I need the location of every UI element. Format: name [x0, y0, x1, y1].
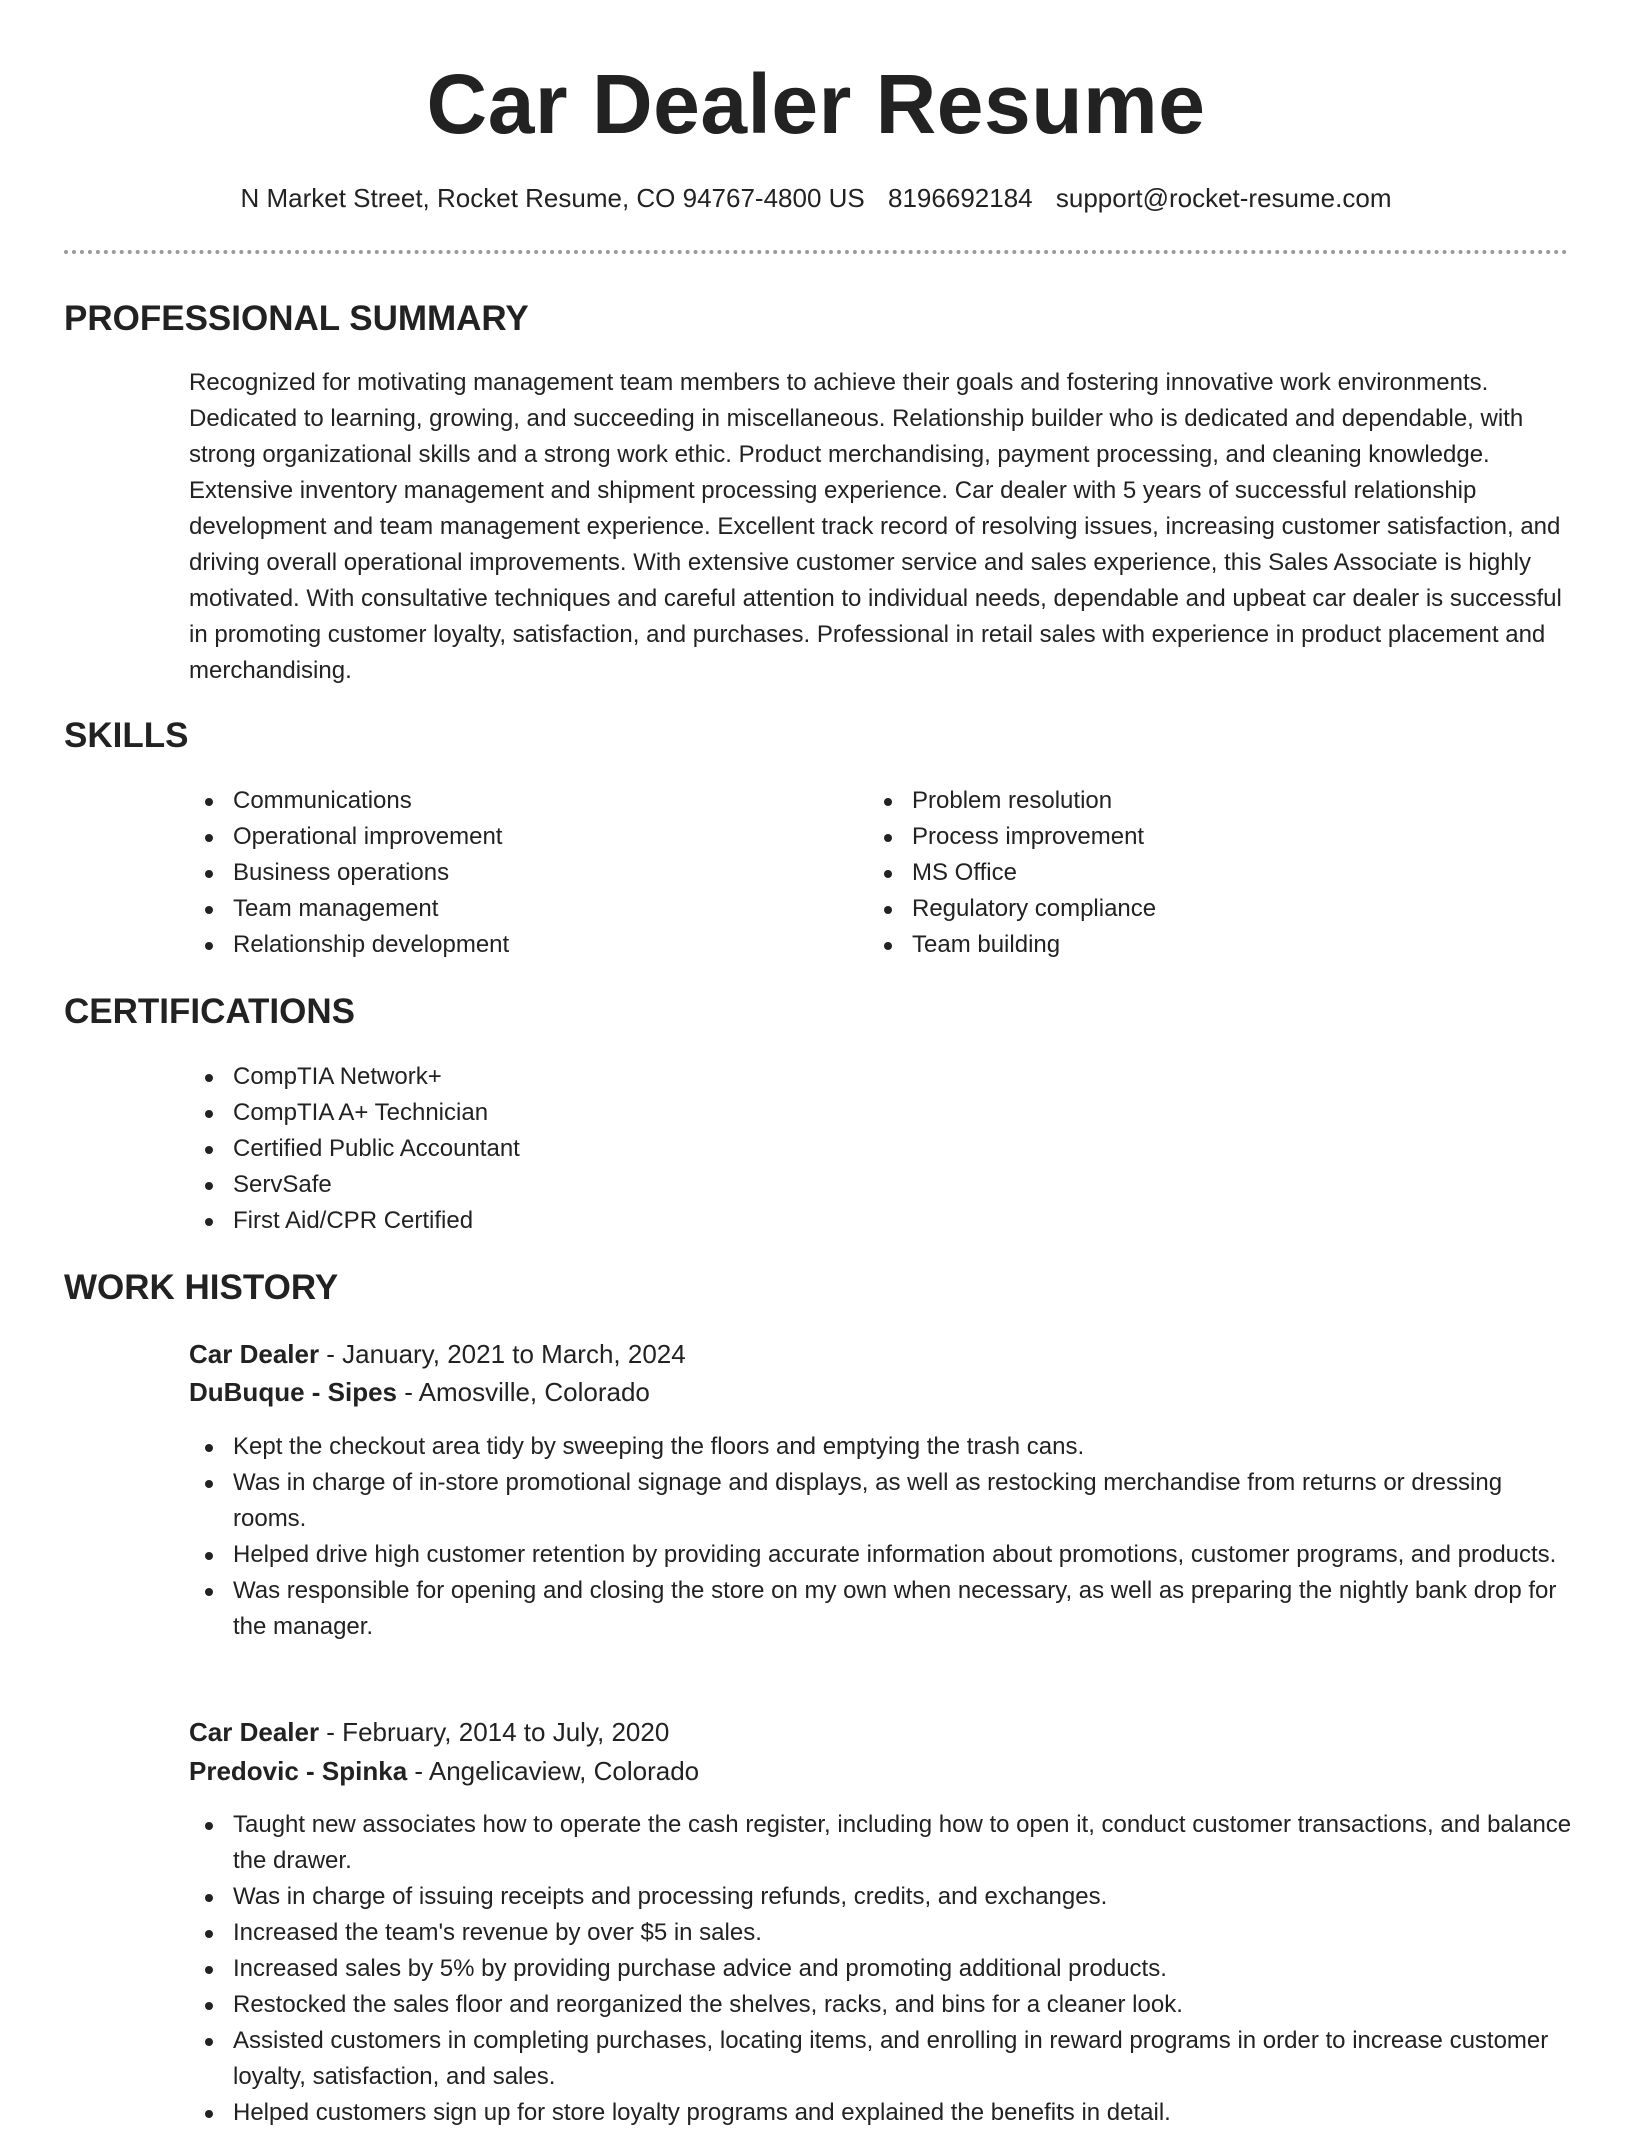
skill-item: Team building	[868, 927, 1508, 963]
certifications-list	[189, 1059, 1189, 1239]
section-title-skills: SKILLS	[64, 716, 189, 755]
skill-item: Relationship development	[189, 927, 829, 963]
skill-item: Communications	[189, 783, 829, 819]
resume-title: Car Dealer Resume	[426, 57, 1206, 151]
header-divider	[64, 250, 1568, 254]
skill-item: Operational improvement	[189, 819, 829, 855]
job-company: Predovic - Spinka	[189, 1756, 408, 1786]
contact-email: support@rocket-resume.com	[1055, 183, 1392, 213]
contact-address: N Market Street, Rocket Resume, CO 94767-4800 US	[240, 183, 865, 213]
certification-item: CompTIA Network+	[189, 1059, 1189, 1095]
skill-item: Process improvement	[868, 819, 1508, 855]
job-bullet: Kept the checkout area tidy by sweeping the floors and emptying the trash cans.	[189, 1429, 1573, 1465]
certification-item: CompTIA A+ Technician	[189, 1095, 1189, 1131]
skills-list-left	[189, 783, 829, 963]
job-bullet: Taught new associates how to operate the cash register, including how to open it, conduct customer transactions, and balance the drawer.	[189, 1807, 1573, 1879]
job-title-line	[189, 1335, 686, 1373]
skill-item: Team management	[189, 891, 829, 927]
job-bullet: Was in charge of in-store promotional signage and displays, as well as restocking merchandise from returns or dressing rooms.	[189, 1465, 1573, 1537]
job-title: Car Dealer	[189, 1339, 320, 1369]
job-title: Car Dealer	[189, 1717, 320, 1747]
job-company-line	[189, 1752, 699, 1790]
job-bullet: Assisted customers in completing purchases, locating items, and enrolling in reward programs in order to increase customer loyalty, satisfaction, and sales.	[189, 2023, 1573, 2095]
job-location: - Angelicaview, Colorado	[407, 1756, 700, 1786]
skills-list-right	[868, 783, 1508, 963]
job-bullets	[189, 1807, 1573, 2131]
section-title-certifications: CERTIFICATIONS	[64, 992, 356, 1031]
section-title-work-history: WORK HISTORY	[64, 1268, 339, 1307]
certification-item: Certified Public Accountant	[189, 1131, 1189, 1167]
job-location: - Amosville, Colorado	[397, 1377, 650, 1407]
job-bullet: Restocked the sales floor and reorganized the shelves, racks, and bins for a cleaner look.	[189, 1987, 1573, 2023]
job-company-line	[189, 1373, 650, 1411]
job-bullet: Was in charge of issuing receipts and processing refunds, credits, and exchanges.	[189, 1879, 1573, 1915]
skill-item: Business operations	[189, 855, 829, 891]
job-bullet: Was responsible for opening and closing the store on my own when necessary, as well as preparing the nightly bank drop for the manager.	[189, 1573, 1573, 1645]
section-title-summary: PROFESSIONAL SUMMARY	[64, 299, 529, 338]
certification-item: First Aid/CPR Certified	[189, 1203, 1189, 1239]
job-bullet: Increased sales by 5% by providing purchase advice and promoting additional products.	[189, 1951, 1573, 1987]
job-dates: - February, 2014 to July, 2020	[319, 1717, 670, 1747]
skill-item: MS Office	[868, 855, 1508, 891]
job-bullets	[189, 1429, 1573, 1645]
job-dates: - January, 2021 to March, 2024	[319, 1339, 686, 1369]
job-title-line	[189, 1713, 669, 1751]
certification-item: ServSafe	[189, 1167, 1189, 1203]
job-bullet: Increased the team's revenue by over $5 in sales.	[189, 1915, 1573, 1951]
job-bullet: Helped drive high customer retention by providing accurate information about promotions, customer programs, and products.	[189, 1537, 1573, 1573]
summary-text: Recognized for motivating management team members to achieve their goals and fostering innovative work environments. Dedicated to learning, growing, and succeeding in miscellaneous. Relationship builder who is dedicated and dependable, with strong organizational skills and a strong work ethic. Product merchandising, payment processing, and cleaning knowledge. Extensive inventory management and shipment processing experience. Car dealer with 5 years of successful relationship development and team management experience. Excellent track record of resolving issues, increasing customer satisfaction, and driving overall operational improvements. With extensive customer service and sales experience, this Sales Associate is highly motivated. With consultative techniques and careful attention to individual needs, dependable and upbeat car dealer is successful in promoting customer loyalty, satisfaction, and purchases. Professional in retail sales with experience in product placement and merchandising.	[189, 369, 1562, 684]
contact-phone: 8196692184	[888, 183, 1033, 213]
job-bullet: Helped customers sign up for store loyalty programs and explained the benefits in detail.	[189, 2095, 1573, 2131]
skill-item: Regulatory compliance	[868, 891, 1508, 927]
job-company: DuBuque - Sipes	[189, 1377, 398, 1407]
skill-item: Problem resolution	[868, 783, 1508, 819]
contact-line	[0, 180, 1632, 216]
